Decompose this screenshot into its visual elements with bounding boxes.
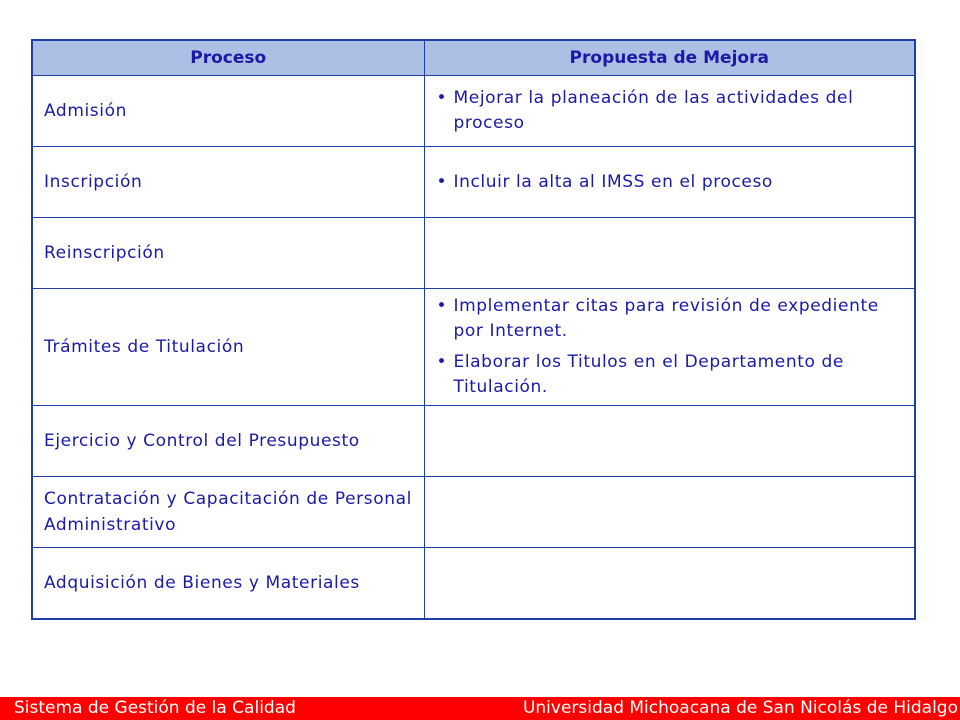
propuesta-list [437,170,905,195]
footer-university-name: Universidad Michoacana de San Nicolás de Hidalgo [522,698,958,718]
table-row [32,548,915,620]
propuesta-cell [424,147,915,218]
propuesta-cell [424,218,915,289]
proceso-cell: Admisión [32,76,424,147]
table-row [32,147,915,218]
propuesta-text: Incluir la alta al IMSS en el proceso [453,171,773,192]
propuesta-list [437,294,905,400]
proceso-cell: Adquisición de Bienes y Materiales [32,548,424,620]
propuesta-text: Mejorar la planeación de las actividades del proceso [453,88,854,133]
bullet-icon: • [436,88,448,108]
bullet-icon: • [436,171,448,192]
table-row [32,218,915,289]
header-propuesta: Propuesta de Mejora [424,40,915,76]
footer-bar [0,697,960,720]
bullet-icon: • [436,352,448,372]
list-item [437,350,905,400]
proceso-cell: Inscripción [32,147,424,218]
table-header-row [32,40,915,76]
list-item [437,170,905,195]
bullet-icon: • [436,296,448,316]
propuesta-text: Elaborar los Titulos en el Departamento de Titulación. [453,352,844,397]
propuesta-cell [424,406,915,477]
footer-system-name: Sistema de Gestión de la Calidad [14,698,296,718]
table-row [32,76,915,147]
propuesta-list [437,86,905,136]
propuesta-cell [424,76,915,147]
proceso-cell: Ejercicio y Control del Presupuesto [32,406,424,477]
propuesta-cell [424,289,915,406]
proceso-cell: Reinscripción [32,218,424,289]
list-item [437,294,905,344]
improvement-table [31,39,916,620]
table-row [32,477,915,548]
propuesta-text: Implementar citas para revisión de expediente por Internet. [453,296,879,341]
table-row [32,406,915,477]
propuesta-cell [424,477,915,548]
proceso-cell: Trámites de Titulación [32,289,424,406]
table-row [32,289,915,406]
propuesta-cell [424,548,915,620]
list-item [437,86,905,136]
proceso-cell: Contratación y Capacitación de Personal Administrativo [32,477,424,548]
header-proceso: Proceso [32,40,424,76]
